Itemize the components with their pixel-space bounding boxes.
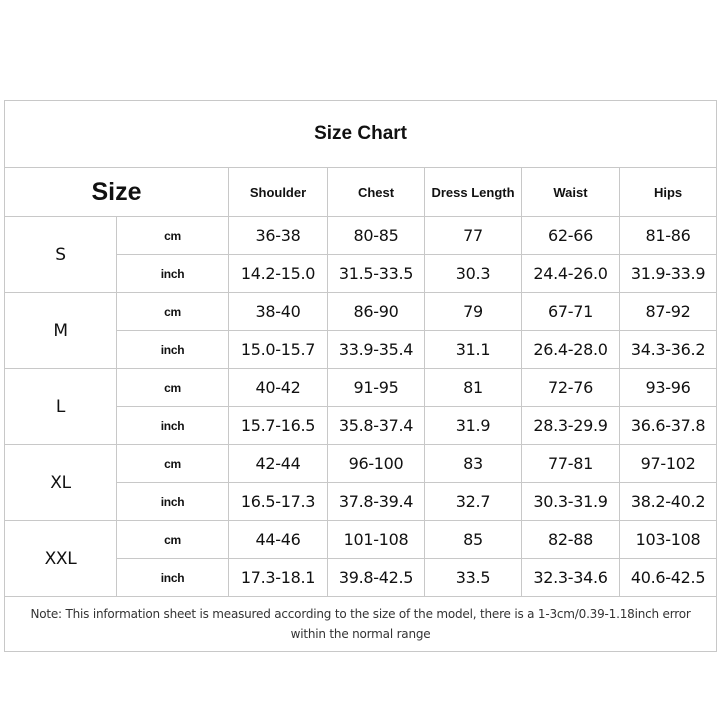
hips-value: 93-96	[620, 369, 717, 407]
size-label: M	[5, 293, 117, 369]
unit-label: cm	[117, 369, 229, 407]
size-chart-table	[4, 100, 717, 652]
chest-value: 35.8-37.4	[328, 407, 425, 445]
hips-value: 97-102	[620, 445, 717, 483]
waist-value: 28.3-29.9	[522, 407, 620, 445]
unit-label: inch	[117, 255, 229, 293]
hips-value: 87-92	[620, 293, 717, 331]
shoulder-value: 36-38	[229, 217, 328, 255]
size-label: XXL	[5, 521, 117, 597]
dress-length-value: 77	[425, 217, 522, 255]
dress-length-value: 32.7	[425, 483, 522, 521]
column-header-shoulder: Shoulder	[229, 168, 328, 217]
waist-value: 77-81	[522, 445, 620, 483]
table-row	[5, 217, 717, 255]
table-row	[5, 445, 717, 483]
shoulder-value: 16.5-17.3	[229, 483, 328, 521]
dress-length-value: 31.9	[425, 407, 522, 445]
chest-value: 37.8-39.4	[328, 483, 425, 521]
dress-length-value: 85	[425, 521, 522, 559]
measurement-note: Note: This information sheet is measured according to the size of the model, there is a 1-3cm/0.39-1.18inch error within the normal range	[5, 597, 717, 652]
dress-length-value: 83	[425, 445, 522, 483]
column-header-waist: Waist	[522, 168, 620, 217]
dress-length-value: 31.1	[425, 331, 522, 369]
hips-value: 81-86	[620, 217, 717, 255]
hips-value: 31.9-33.9	[620, 255, 717, 293]
waist-value: 24.4-26.0	[522, 255, 620, 293]
shoulder-value: 14.2-15.0	[229, 255, 328, 293]
dress-length-value: 79	[425, 293, 522, 331]
shoulder-value: 40-42	[229, 369, 328, 407]
shoulder-value: 44-46	[229, 521, 328, 559]
hips-value: 38.2-40.2	[620, 483, 717, 521]
dress-length-value: 30.3	[425, 255, 522, 293]
waist-value: 82-88	[522, 521, 620, 559]
shoulder-value: 15.0-15.7	[229, 331, 328, 369]
hips-value: 36.6-37.8	[620, 407, 717, 445]
chest-value: 33.9-35.4	[328, 331, 425, 369]
waist-value: 26.4-28.0	[522, 331, 620, 369]
size-label: S	[5, 217, 117, 293]
shoulder-value: 15.7-16.5	[229, 407, 328, 445]
chest-value: 101-108	[328, 521, 425, 559]
chart-title: Size Chart	[5, 101, 717, 168]
table-row	[5, 293, 717, 331]
unit-label: inch	[117, 331, 229, 369]
unit-label: inch	[117, 407, 229, 445]
waist-value: 32.3-34.6	[522, 559, 620, 597]
unit-label: cm	[117, 445, 229, 483]
chest-value: 39.8-42.5	[328, 559, 425, 597]
waist-value: 72-76	[522, 369, 620, 407]
chest-value: 31.5-33.5	[328, 255, 425, 293]
waist-value: 62-66	[522, 217, 620, 255]
chest-value: 96-100	[328, 445, 425, 483]
shoulder-value: 17.3-18.1	[229, 559, 328, 597]
table-row	[5, 369, 717, 407]
unit-label: cm	[117, 217, 229, 255]
column-header-dress-length: Dress Length	[425, 168, 522, 217]
size-label: XL	[5, 445, 117, 521]
hips-value: 40.6-42.5	[620, 559, 717, 597]
waist-value: 30.3-31.9	[522, 483, 620, 521]
dress-length-value: 81	[425, 369, 522, 407]
shoulder-value: 42-44	[229, 445, 328, 483]
unit-label: cm	[117, 521, 229, 559]
hips-value: 103-108	[620, 521, 717, 559]
unit-label: cm	[117, 293, 229, 331]
hips-value: 34.3-36.2	[620, 331, 717, 369]
shoulder-value: 38-40	[229, 293, 328, 331]
waist-value: 67-71	[522, 293, 620, 331]
column-header-chest: Chest	[328, 168, 425, 217]
unit-label: inch	[117, 483, 229, 521]
size-header: Size	[5, 168, 229, 217]
column-header-hips: Hips	[620, 168, 717, 217]
chest-value: 80-85	[328, 217, 425, 255]
chest-value: 86-90	[328, 293, 425, 331]
unit-label: inch	[117, 559, 229, 597]
dress-length-value: 33.5	[425, 559, 522, 597]
chest-value: 91-95	[328, 369, 425, 407]
table-row	[5, 521, 717, 559]
size-label: L	[5, 369, 117, 445]
